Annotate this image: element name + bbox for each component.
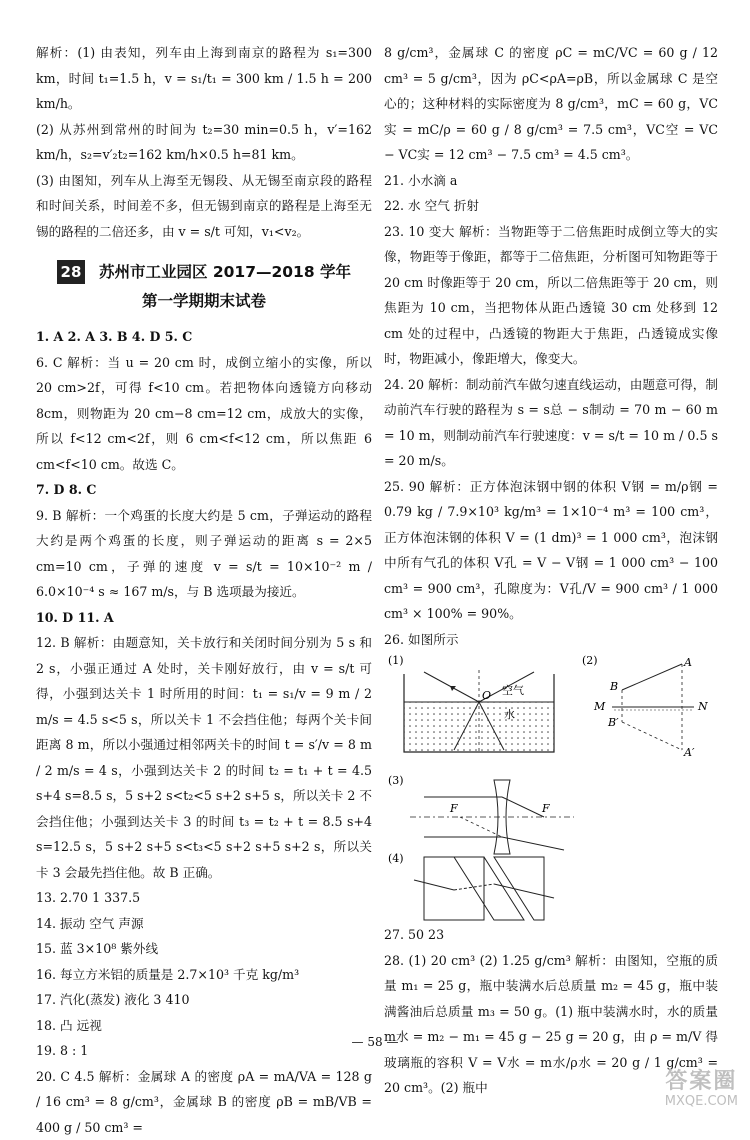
answers-7-8: 7. D 8. C bbox=[36, 477, 372, 503]
answer-14: 14. 振动 空气 声源 bbox=[36, 911, 372, 937]
watermark-line-1: 答案圈 bbox=[665, 1069, 738, 1095]
right-column bbox=[384, 40, 718, 1101]
figure-4-glass-blocks bbox=[414, 857, 554, 920]
answer-18: 18. 凸 远视 bbox=[36, 1013, 372, 1039]
answer-19: 19. 8 : 1 bbox=[36, 1038, 372, 1064]
figure-2-label: (2) bbox=[582, 654, 598, 667]
answers-1-5: 1. A 2. A 3. B 4. D 5. C bbox=[36, 324, 372, 350]
figure-1-label: (1) bbox=[388, 654, 404, 667]
point-N: N bbox=[697, 700, 708, 713]
point-A-prime: A′ bbox=[683, 746, 695, 759]
point-B-prime: B′ bbox=[607, 716, 619, 729]
section-number: 28 bbox=[57, 260, 85, 284]
figure-2-mirror bbox=[593, 656, 708, 759]
figure-3-label: (3) bbox=[388, 774, 404, 787]
solution-part-3: (3) 由图知，列车从上海至无锡段、从无锡至南京段的路程和时间关系，时间差不多，但无锡到南京的路程是上海至无锡的路程的二倍还多，由 v = s/t 可知，v₁<v₂。 bbox=[36, 168, 372, 245]
solution-part-1: 解析：(1) 由表知，列车由上海到南京的路程为 s₁=300 km，时间 t₁=1.5 h，v = s₁/t₁ = 300 km / 1.5 h = 200 km/h。 bbox=[36, 40, 372, 117]
answer-13: 13. 2.70 1 337.5 bbox=[36, 885, 372, 911]
section-title-line-2: 第一学期期末试卷 bbox=[142, 292, 266, 310]
answer-26: 26. 如图所示 bbox=[384, 627, 718, 653]
point-B: B bbox=[609, 680, 618, 693]
answer-23: 23. 10 变大 解析：当物距等于二倍焦距时成倒立等大的实像，物距等于像距，都等于二倍焦距，分析图可知物距等于 20 cm 时像距等于 20 cm，所以二倍焦距等于 20 cm，则焦距为 10 cm，当把物体从距凸透镜 30 cm 处移到 12 cm 处的过程中，凸透镜的物距大于焦距，凸透镜成实像时，物距减小，像距增大，像变大。 bbox=[384, 219, 718, 372]
point-F-left: F bbox=[449, 802, 458, 815]
answer-17: 17. 汽化(蒸发) 液化 3 410 bbox=[36, 987, 372, 1013]
answer-24: 24. 20 解析：制动前汽车做匀速直线运动，由题意可得，制动前汽车行驶的路程为 s = s总 − s制动 = 70 m − 60 m = 10 m，则制动前汽车行驶速度：v = s/t = 10 m / 0.5 s = 20 m/s。 bbox=[384, 372, 718, 474]
section-heading bbox=[36, 258, 372, 316]
point-M: M bbox=[593, 700, 606, 713]
answer-25: 25. 90 解析：正方体泡沫钢中钢的体积 V钢 = m/ρ钢 = 0.79 kg / 7.9×10³ kg/m³ = 1×10⁻⁴ m³ = 100 cm³，正方体泡沫钢的体积 V = (1 dm)³ = 1 000 cm³，泡沫钢中所有气孔的体积 V孔 = V − V钢 = 1 000 cm³ − 100 cm³ = 900 cm³，孔隙度为：V孔/V = 900 cm³ / 1 000 cm³ × 100% = 90%。 bbox=[384, 474, 718, 627]
label-water: 水 bbox=[504, 707, 515, 721]
point-A: A bbox=[683, 656, 692, 669]
answer-15: 15. 蓝 3×10⁸ 紫外线 bbox=[36, 936, 372, 962]
solution-part-2: (2) 从苏州到常州的时间为 t₂=30 min=0.5 h，v′=162 km/h，s₂=v′₂t₂=162 km/h×0.5 h=81 km。 bbox=[36, 117, 372, 168]
figure-4-label: (4) bbox=[388, 852, 404, 865]
section-title-line-1: 苏州市工业园区 2017—2018 学年 bbox=[99, 263, 351, 281]
answer-6: 6. C 解析：当 u = 20 cm 时，成倒立缩小的实像，所以 20 cm>2f，可得 f<10 cm。若把物体向透镜方向移动 8cm，则物距为 20 cm−8 cm=12 cm，成放大的实像，所以 f<12 cm<2f，则 6 cm<f<12 cm，所以焦距 6 cm<f<10 cm。故选 C。 bbox=[36, 350, 372, 478]
page-number: — 58 — bbox=[0, 1030, 750, 1056]
answer-20-continued: 8 g/cm³，金属球 C 的密度 ρC = mC/VC = 60 g / 12 cm³ = 5 g/cm³，因为 ρC<ρA=ρB，所以金属球 C 是空心的；这种材料的实际密度为 8 g/cm³，mC = 60 g，VC实 = mC/ρ = 60 g / 8 g/cm³ = 7.5 cm³，VC空 = VC − VC实 = 12 cm³ − 7.5 cm³ = 4.5 cm³。 bbox=[384, 40, 718, 168]
watermark-logo bbox=[665, 1069, 738, 1109]
figure-3-concave-lens bbox=[410, 780, 574, 854]
answer-9: 9. B 解析：一个鸡蛋的长度大约是 5 cm，子弹运动的路程大约是两个鸡蛋的长度，则子弹运动的距离 s = 2×5 cm=10 cm，子弹的速度 v = s/t = 10×10⁻² m / 6.0×10⁻⁴ s ≈ 167 m/s，与 B 选项最为接近。 bbox=[36, 503, 372, 605]
answer-21: 21. 小水滴 a bbox=[384, 168, 718, 194]
answer-20: 20. C 4.5 解析：金属球 A 的密度 ρA = mA/VA = 128 g / 16 cm³ = 8 g/cm³，金属球 B 的密度 ρB = mB/VB = 400 g / 50 cm³ = bbox=[36, 1064, 372, 1140]
answer-27: 27. 50 23 bbox=[384, 922, 718, 948]
point-O: O bbox=[482, 689, 491, 702]
watermark-line-2: MXQE.COM bbox=[665, 1095, 738, 1109]
label-air: 空气 bbox=[502, 683, 524, 697]
left-column bbox=[36, 40, 372, 1140]
answer-26-figures bbox=[384, 652, 718, 922]
answer-12: 12. B 解析：由题意知，关卡放行和关闭时间分别为 5 s 和 2 s，小强正通过 A 处时，关卡刚好放行，由 v = s/t 可得，小强到达关卡 1 时所用的时间：t₁ = s₁/v = 9 m / 2 m/s = 4.5 s<5 s，所以关卡 1 不会挡住他；每两个关卡间距离 8 m，所以小强通过相邻两关卡的时间 t = s′/v = 8 m / 2 m/s = 4 s，小强到达关卡 2 的时间 t₂ = t₁ + t = 4.5 s+4 s=8.5 s，5 s+2 s<t₂<5 s+2 s+5 s，所以关卡 2 不会挡住他；小强到达关卡 3 的时间 t₃ = t₂ + t = 8.5 s+4 s=12.5 s，5 s+2 s+5 s<t₃<5 s+2 s+5 s+2 s，所以关卡 3 会最先挡住他。故 B 正确。 bbox=[36, 630, 372, 885]
answer-16: 16. 每立方米铝的质量是 2.7×10³ 千克 kg/m³ bbox=[36, 962, 372, 988]
answers-10-11: 10. D 11. A bbox=[36, 605, 372, 631]
figure-1-refraction bbox=[404, 670, 554, 752]
point-F-right: F bbox=[541, 802, 550, 815]
answer-28: 28. (1) 20 cm³ (2) 1.25 g/cm³ 解析：由图知，空瓶的质量 m₁ = 25 g，瓶中装满水后总质量 m₂ = 45 g，瓶中装满酱油后总质量 m₃ = 50 g。(1) 瓶中装满水时，水的质量 m水 = m₂ − m₁ = 45 g − 25 g = 20 g，由 ρ = m/V 得玻璃瓶的容积 V = V水 = m水/ρ水 = 20 g / 1 g/cm³ = 20 cm³。(2) 瓶中 bbox=[384, 948, 718, 1101]
answer-22: 22. 水 空气 折射 bbox=[384, 193, 718, 219]
